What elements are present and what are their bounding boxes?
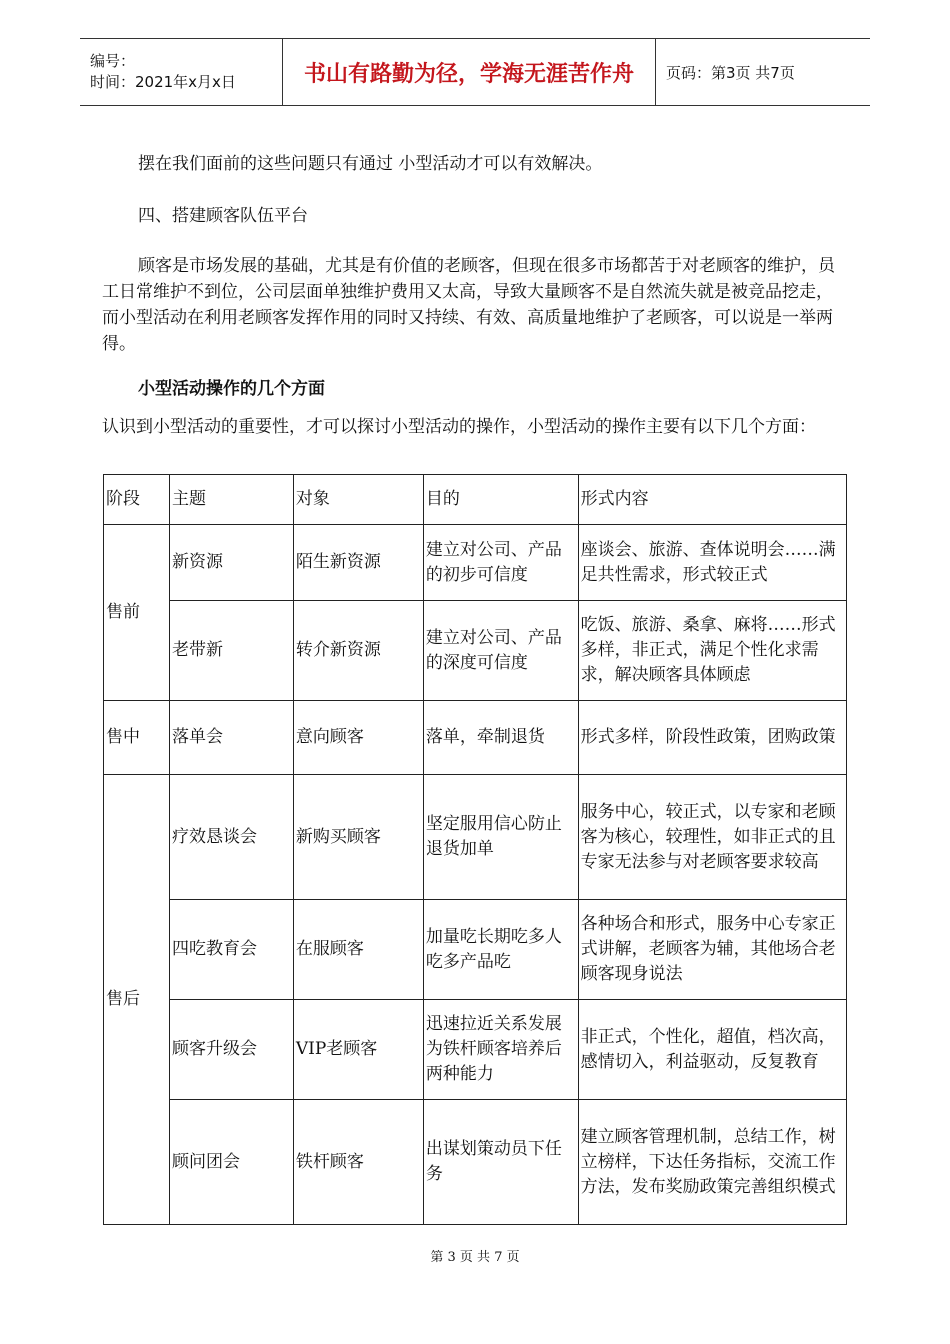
form-cell: 非正式，个性化，超值，档次高，感情切入，利益驱动，反复教育: [578, 1000, 846, 1100]
header-theme: 主题: [170, 475, 294, 525]
sub-heading: 小型活动操作的几个方面: [138, 379, 325, 399]
table-row: [104, 900, 847, 1000]
object-cell: 意向顾客: [293, 701, 423, 775]
theme-cell: 四吃教育会: [170, 900, 294, 1000]
table-header-row: [104, 475, 847, 525]
goal-cell: 出谋划策动员下任务: [423, 1100, 578, 1225]
table-row: [104, 601, 847, 701]
theme-cell: 疗效恳谈会: [170, 775, 294, 900]
time-label: 时间：2021年x月x日: [90, 73, 236, 91]
paragraph-1: 摆在我们面前的这些问题只有通过 小型活动才可以有效解决。: [138, 154, 603, 174]
theme-cell: 落单会: [170, 701, 294, 775]
form-cell: 服务中心，较正式，以专家和老顾客为核心，较理性，如非正式的且专家无法参与对老顾客要求较高: [578, 775, 846, 900]
form-cell: 座谈会、旅游、查体说明会……满足共性需求，形式较正式: [578, 525, 846, 601]
goal-cell: 建立对公司、产品的深度可信度: [423, 601, 578, 701]
section-heading-4: 四、搭建顾客队伍平台: [138, 206, 308, 226]
page-footer: 第 3 页 共 7 页: [430, 1250, 520, 1265]
goal-cell: 坚定服用信心防止退货加单: [423, 775, 578, 900]
table-row: [104, 775, 847, 900]
object-cell: 铁杆顾客: [293, 1100, 423, 1225]
goal-cell: 迅速拉近关系发展为铁杆顾客培养后两种能力: [423, 1000, 578, 1100]
object-cell: 在服顾客: [293, 900, 423, 1000]
theme-cell: 新资源: [170, 525, 294, 601]
form-cell: 形式多样，阶段性政策，团购政策: [578, 701, 846, 775]
header-left: [80, 39, 283, 106]
header-stage: 阶段: [104, 475, 170, 525]
form-cell: 建立顾客管理机制，总结工作，树立榜样，下达任务指标，交流工作方法，发布奖励政策完善组织模式: [578, 1100, 846, 1225]
goal-cell: 加量吃长期吃多人吃多产品吃: [423, 900, 578, 1000]
header-object: 对象: [293, 475, 423, 525]
table-row: [104, 1000, 847, 1100]
form-cell: 吃饭、旅游、桑拿、麻将……形式多样，非正式，满足个性化求需求，解决顾客具体顾虑: [578, 601, 846, 701]
object-cell: 新购买顾客: [293, 775, 423, 900]
theme-cell: 老带新: [170, 601, 294, 701]
number-label: 编号：: [90, 52, 136, 70]
table-row: [104, 1100, 847, 1225]
stage-cell: 售中: [104, 701, 170, 775]
object-cell: VIP老顾客: [293, 1000, 423, 1100]
object-cell: 陌生新资源: [293, 525, 423, 601]
object-cell: 转介新资源: [293, 601, 423, 701]
page-info: 页码：第3页 共7页: [656, 39, 871, 106]
paragraph-customers: 顾客是市场发展的基础，尤其是有价值的老顾客，但现在很多市场都苦于对老顾客的维护，员工日常维护不到位，公司层面单独维护费用又太高，导致大量顾客不是自然流失就是被竞品挖走，而小型活动在利用老顾客发挥作用的同时又持续、有效、高质量地维护了老顾客，可以说是一举两得。: [102, 256, 835, 354]
form-cell: 各种场合和形式，服务中心专家正式讲解，老顾客为辅，其他场合老顾客现身说法: [578, 900, 846, 1000]
header-goal: 目的: [423, 475, 578, 525]
paragraph-intro: 认识到小型活动的重要性，才可以探讨小型活动的操作，小型活动的操作主要有以下几个方面：: [102, 417, 816, 437]
activity-table: [103, 474, 847, 1225]
header-form: 形式内容: [578, 475, 846, 525]
page-header: [80, 38, 870, 106]
theme-cell: 顾问团会: [170, 1100, 294, 1225]
goal-cell: 落单，牵制退货: [423, 701, 578, 775]
table-row: [104, 525, 847, 601]
table-row: [104, 701, 847, 775]
slogan: 书山有路勤为径，学海无涯苦作舟: [283, 39, 656, 106]
stage-cell: 售前: [104, 525, 170, 701]
stage-cell: 售后: [104, 775, 170, 1225]
goal-cell: 建立对公司、产品的初步可信度: [423, 525, 578, 601]
theme-cell: 顾客升级会: [170, 1000, 294, 1100]
